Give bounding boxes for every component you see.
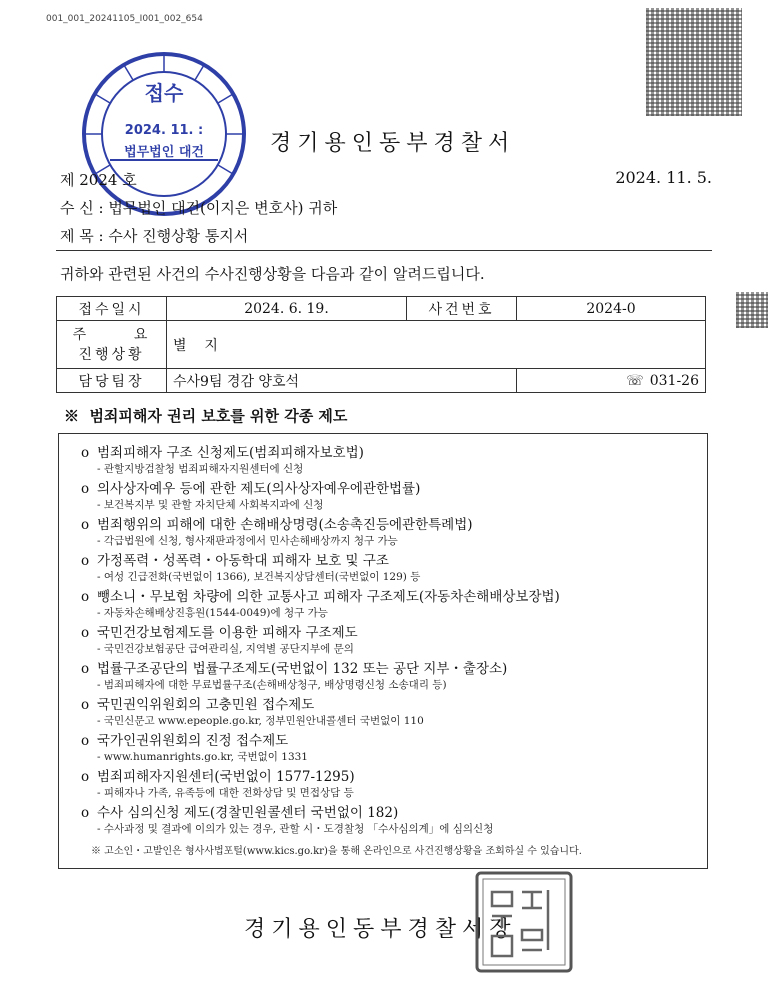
- list-item: [81, 588, 707, 621]
- list-item: [81, 444, 707, 477]
- system-desc: - 각급법원에 신청, 형사재판과정에서 민사손해배상까지 청구 가능: [97, 535, 398, 547]
- table-row: [57, 297, 706, 321]
- system-desc: - 국민신문고 www.epeople.go.kr, 정부민원안내콜센터 국번없이 110: [97, 715, 424, 727]
- system-title: [81, 732, 707, 750]
- table-row: [57, 321, 706, 369]
- received-date-value: 2024. 6. 19.: [167, 297, 407, 321]
- side-qr-code: [736, 292, 768, 328]
- footer-org: 경기용인동부경찰서장: [244, 917, 517, 942]
- system-desc: - 관할지방검찰청 범죄피해자지원센터에 신청: [97, 463, 304, 475]
- received-stamp-label: 접수: [144, 81, 184, 105]
- system-title: [81, 588, 707, 606]
- list-item: [81, 516, 707, 549]
- system-title: [81, 804, 707, 822]
- received-stamp-org: 법무법인 대건: [124, 145, 204, 160]
- system-desc: - 범죄피해자에 대한 무료법률구조(손해배상청구, 배상명령신청 소송대리 등): [97, 679, 447, 691]
- bullet-icon: o: [81, 805, 90, 821]
- received-stamp: [80, 50, 248, 218]
- list-item: [81, 624, 707, 657]
- intro-text: 귀하와 관련된 사건의 수사진행상황을 다음과 같이 알려드립니다.: [60, 265, 485, 283]
- system-title: [81, 552, 707, 570]
- bullet-icon: o: [81, 517, 90, 533]
- case-number-value: 2024-0: [517, 297, 706, 321]
- list-item: [81, 732, 707, 765]
- table-row: [57, 369, 706, 393]
- system-title-text: 국가인권위원회의 진정 접수제도: [97, 733, 289, 749]
- list-item: [81, 660, 707, 693]
- bullet-icon: o: [81, 661, 90, 677]
- bullet-icon: o: [81, 445, 90, 461]
- system-desc: - 수사과정 및 결과에 이의가 있는 경우, 관할 시・도경찰청 「수사심의계」에 심의신청: [97, 823, 494, 835]
- bullet-icon: o: [81, 553, 90, 569]
- received-stamp-date: 2024. 11. :: [124, 123, 204, 138]
- list-item: [81, 768, 707, 801]
- system-title-text: 국민권익위원회의 고충민원 접수제도: [97, 697, 315, 713]
- system-title-text: 범죄피해자지원센터(국번없이 1577-1295): [97, 769, 355, 785]
- victim-systems-box: [58, 433, 708, 869]
- progress-label-line2: 진행상황: [78, 346, 145, 363]
- system-title: [81, 624, 707, 642]
- phone-icon: ☏: [626, 372, 644, 389]
- system-title: [81, 480, 707, 498]
- system-desc: - 자동차손해배상진흥원(1544-0049)에 청구 가능: [97, 607, 328, 619]
- official-seal: [474, 870, 574, 974]
- system-title-text: 범죄피해자 구조 신청제도(범죄피해자보호법): [97, 445, 364, 461]
- divider: [56, 250, 712, 251]
- bullet-icon: o: [81, 589, 90, 605]
- list-item: [81, 480, 707, 513]
- system-title-text: 뺑소니・무보험 차량에 의한 교통사고 피해자 구조제도(자동차손해배상보장법): [97, 589, 560, 605]
- system-title-text: 의사상자예우 등에 관한 제도(의사상자예우에관한법률): [97, 481, 421, 497]
- doc-date: 2024. 11. 5.: [615, 168, 712, 187]
- list-item: [81, 552, 707, 585]
- system-title-text: 국민건강보험제도를 이용한 피해자 구조제도: [97, 625, 358, 641]
- system-title: [81, 768, 707, 786]
- case-info-table: [56, 296, 706, 393]
- system-title-text: 범죄행위의 피해에 대한 손해배상명령(소송촉진등에관한특례법): [97, 517, 473, 533]
- system-desc: - www.humanrights.go.kr, 국번없이 1331: [97, 751, 308, 763]
- system-title: [81, 444, 707, 462]
- list-item: [81, 696, 707, 729]
- progress-label-line1: 주 요: [72, 326, 151, 343]
- systems-title: ※ 범죄피해자 권리 보호를 위한 각종 제도: [64, 407, 348, 425]
- system-desc: - 보건복지부 및 관할 자치단체 사회복지과에 신청: [97, 499, 324, 511]
- doc-number: 제 2024 호: [60, 171, 137, 189]
- system-title-text: 가정폭력・성폭력・아동학대 피해자 보호 및 구조: [97, 553, 389, 569]
- system-title-text: 수사 심의신청 제도(경찰민원콜센터 국번없이 182): [97, 805, 399, 821]
- case-number-label: 사건번호: [407, 297, 517, 321]
- system-title: [81, 516, 707, 534]
- system-desc: - 피해자나 가족, 유족등에 대한 전화상담 및 면접상담 등: [97, 787, 354, 799]
- subject: 제 목 : 수사 진행상황 통지서: [60, 227, 249, 245]
- portal-note: ※ 고소인・고발인은 형사사법포털(www.kics.go.kr)을 통해 온라인으로 사건진행상황을 조회하실 수 있습니다.: [91, 846, 582, 857]
- bullet-icon: o: [81, 733, 90, 749]
- recipient: 수 신 : 법무법인 대건(이지은 변호사) 귀하: [60, 199, 338, 217]
- bullet-icon: o: [81, 481, 90, 497]
- system-title: [81, 660, 707, 678]
- phone-value: 031-26: [649, 372, 699, 389]
- bullet-icon: o: [81, 769, 90, 785]
- system-title-text: 법률구조공단의 법률구조제도(국번없이 132 또는 공단 지부・출장소): [97, 661, 508, 677]
- received-date-label: 접수일시: [57, 297, 167, 321]
- systems-list: [81, 444, 707, 837]
- bullet-icon: o: [81, 697, 90, 713]
- progress-value: 별 지: [167, 321, 706, 369]
- document-id: 001_001_20241105_I001_002_654: [46, 14, 203, 24]
- org-title: 경기용인동부경찰서: [270, 131, 516, 156]
- system-desc: - 여성 긴급전화(국번없이 1366), 보건복지상담센터(국번없이 129) 등: [97, 571, 421, 583]
- phone-cell: [517, 369, 706, 393]
- qr-code: [646, 8, 742, 116]
- system-desc: - 국민건강보험공단 급여관리실, 지역별 공단지부에 문의: [97, 643, 354, 655]
- list-item: [81, 804, 707, 837]
- team-label: 담당팀장: [57, 369, 167, 393]
- progress-label: [57, 321, 167, 369]
- bullet-icon: o: [81, 625, 90, 641]
- team-value: 수사9팀 경감 양호석: [167, 369, 517, 393]
- system-title: [81, 696, 707, 714]
